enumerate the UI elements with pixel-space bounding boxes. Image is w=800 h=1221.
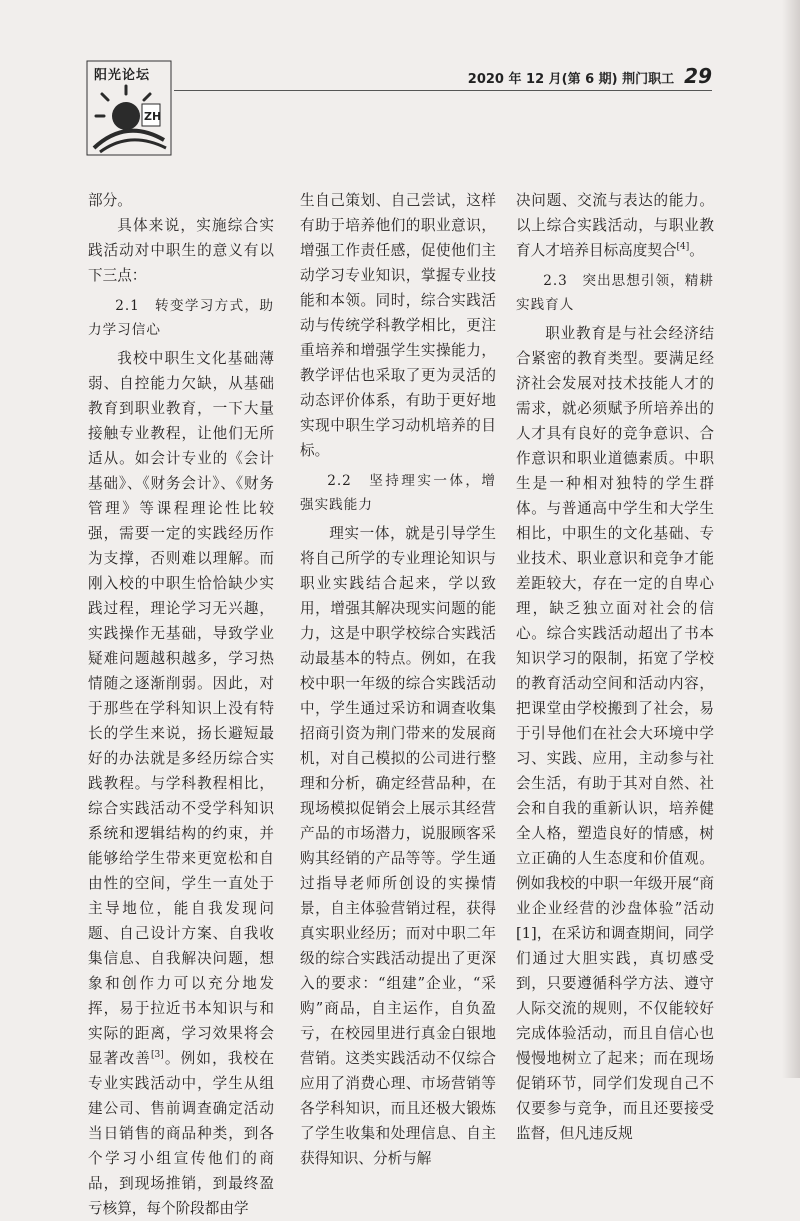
issue-info: 2020 年 12 月(第 6 期) 荆门职工 bbox=[467, 72, 675, 87]
section-heading-2-1: 2.1 转变学习方式，助力学习信心 bbox=[88, 298, 274, 338]
column-1 bbox=[88, 188, 274, 1221]
column-2 bbox=[300, 188, 496, 1171]
paragraph bbox=[516, 188, 714, 263]
paragraph-text: 我校中职生文化基础薄弱、自控能力欠缺，从基础教育到职业教育，一下大量接触专业教程，让他们无所适从。如会计专业的《会计基础》、《财务会计》、《财务管理》等课程理论性比较强，需要一定的实践经历作为支撑，否则难以理解。而刚入校的中职生恰恰缺少实践过程，理论学习无兴趣，实践操作无基础，导致学业疑难问题越积越多，学习热情随之逐渐削弱。因此，对于那些在学科知识上没有特长的学生来说，扬长避短最好的办法就是多经历综合实践教程。与学科教程相比，综合实践活动不受学科知识系统和逻辑结构的约束，并能够给学生带来更宽松和自由性的空间，学生一直处于主导地位，能自我发现问题、自己设计方案、自我收集信息、自我解决问题，想象和创作力可以充分地发挥，易于拉近书本知识与和实际的距离，学习效果将会显著改善 bbox=[88, 350, 274, 1067]
paragraph bbox=[88, 346, 274, 1221]
citation-ref: [3] bbox=[151, 1050, 164, 1061]
paragraph: 职业教育是与社会经济结合紧密的教育类型。要满足经济社会发展对技术技能人才的需求，就必须赋予所培养出的人才具有良好的竞争意识、合作意识和职业道德素质。中职生是一种相对独特的学生群体。与普通高中学生和大学生相比，中职生的文化基础、专业技术、职业意识和竞争才能差距较大，存在一定的自卑心理，缺乏独立面对社会的信心。综合实践活动超出了书本知识学习的限制，拓宽了学校的教育活动空间和活动内容，把课堂由学校搬到了社会，易于引导他们在社会大环境中学习、实践、应用，主动参与社会生活，有助于其对自然、社会和自我的重新认识，培养健全人格，塑造良好的情感，树立正确的人生态度和价值观。例如我校的中职一年级开展“商业企业经营的沙盘体验”活动[1]，在采访和调查期间，同学们通过大胆实践，真切感受到，只要遵循科学方法、遵守人际交流的规则，不仅能较好完成体验活动，而且自信心也慢慢地树立了起来；而在现场促销环节，同学们发现自己不仅要参与竞争，而且还要接受监督，但凡违反规 bbox=[516, 325, 714, 1142]
citation-ref: [4] bbox=[676, 242, 690, 253]
page-number: 29 bbox=[684, 64, 712, 88]
header-rule bbox=[174, 90, 712, 91]
section-heading-2-3: 2.3 突出思想引领，精耕实践育人 bbox=[516, 273, 714, 313]
column-logo bbox=[86, 60, 172, 156]
paragraph: 部分。 bbox=[88, 192, 132, 209]
page-edge-shadow bbox=[782, 0, 800, 1078]
paragraph-text: 。例如，我校在专业实践活动中，学生从组建公司、售前调查确定活动当日销售的商品种类，到各个学习小组宣传他们的商品，到现场推销，到最终盈亏核算，每个阶段都由学 bbox=[88, 1050, 274, 1217]
paragraph-text: 决问题、交流与表达的能力。以上综合实践活动，与职业教育人才培养目标高度契合 bbox=[516, 192, 714, 259]
paragraph: 具体来说，实施综合实践活动对中职生的意义有以下三点： bbox=[88, 217, 274, 284]
paragraph-text: 。 bbox=[689, 242, 704, 259]
svg-text:ZH: ZH bbox=[144, 110, 162, 123]
running-header bbox=[468, 64, 712, 88]
column-title: 阳光论坛 bbox=[94, 68, 151, 83]
section-heading-2-2: 2.2 坚持理实一体，增强实践能力 bbox=[300, 473, 496, 513]
column-3 bbox=[516, 188, 714, 1146]
paragraph: 生自己策划、自己尝试，这样有助于培养他们的职业意识，增强工作责任感，促使他们主动学习专业知识，掌握专业技能和本领。同时，综合实践活动与传统学科教学相比，更注重培养和增强学生实操能力，教学评估也采取了更为灵活的动态评价体系，有助于更好地实现中职生学习动机培养的目标。 bbox=[300, 192, 496, 459]
paragraph: 理实一体，就是引导学生将自己所学的专业理论知识与职业实践结合起来，学以致用，增强其解决现实问题的能力，这是中职学校综合实践活动最基本的特点。例如，在我校中职一年级的综合实践活动中，学生通过采访和调查收集招商引资为荆门带来的发展商机，对自己模拟的公司进行整理和分析，确定经营品种，在现场模拟促销会上展示其经营产品的市场潜力，说服顾客采购其经销的产品等等。学生通过指导老师所创设的实操情景，自主体验营销过程，获得真实职业经历；而对中职二年级的综合实践活动提出了更深入的要求：“组建”企业，“采购”商品，自主运作，自负盈亏，在校园里进行真金白银地营销。这类实践活动不仅综合应用了消费心理、市场营销等各学科知识，而且还极大锻炼了学生收集和处理信息、自主获得知识、分析与解 bbox=[300, 525, 496, 1167]
